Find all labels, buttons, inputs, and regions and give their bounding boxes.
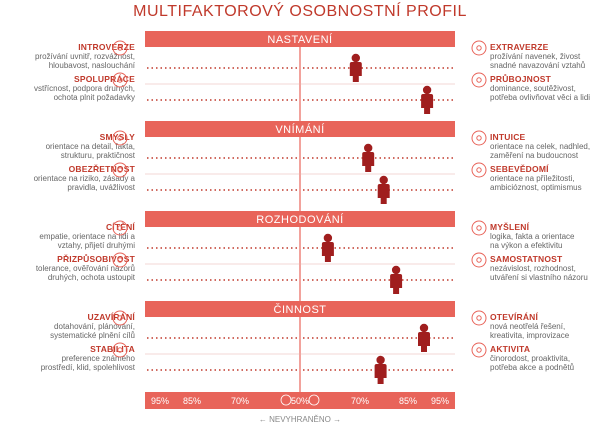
person-head: [392, 266, 400, 274]
trait-name: UZAVÍRÁNÍ: [87, 312, 135, 322]
heart-icon: [112, 220, 128, 236]
axis-caption-text: NEVYHRANĚNO: [269, 415, 331, 424]
trait-name: INTROVERZE: [78, 42, 135, 52]
head-icon: [471, 220, 487, 236]
trait-right: [490, 133, 600, 160]
person-body: [421, 94, 433, 114]
trait-name: PRŮBOJNOST: [490, 74, 552, 84]
category-label: VNÍMÁNÍ: [275, 124, 325, 136]
person-body: [350, 62, 362, 82]
person-marker: [418, 324, 430, 352]
trait-right: [490, 75, 600, 102]
trait-desc: druhých, ochota ustoupit: [47, 273, 135, 282]
trait-desc: utváření si vlastního názoru: [490, 273, 588, 282]
trait-desc: empatie, orientace na lidi a: [39, 232, 135, 241]
trait-name: SMYSLY: [99, 132, 135, 142]
trait-desc: systematické plnění cílů: [50, 331, 135, 340]
trait-desc: ambicióznost, optimismus: [490, 183, 582, 192]
trait-desc: na výkon a efektivitu: [490, 241, 563, 250]
trait-name: PŘIZPŮSOBIVOST: [57, 254, 135, 264]
trait-desc: prožívání uvnitř, rozvážnost,: [34, 52, 135, 61]
magnifier-icon: [112, 130, 128, 146]
checklist-icon: [112, 310, 128, 326]
trait-desc: činorodost, proaktivita,: [490, 354, 571, 363]
trait-desc: vstřícnost, podpora druhých,: [34, 84, 135, 93]
trait-desc: dominance, soutěživost,: [490, 84, 576, 93]
trait-desc: nezávislost, rozhodnost,: [490, 264, 576, 273]
people-icon: [471, 40, 487, 56]
trait-right: [490, 43, 600, 70]
trait-name: INTUICE: [490, 132, 526, 142]
target-icon: [471, 162, 487, 178]
person-head: [364, 144, 372, 152]
shield-icon: [112, 162, 128, 178]
trait-name: STABILITA: [90, 344, 135, 354]
trait-desc: hloubavost, naslouchání: [48, 61, 135, 70]
person-marker: [350, 54, 362, 82]
person-body: [378, 184, 390, 204]
trait-desc: prožívání navenek, živost: [490, 52, 581, 61]
trait-desc: tolerance, ověřování názorů: [35, 264, 135, 273]
trait-right: [490, 255, 600, 282]
trait-right: [490, 313, 600, 340]
trait-desc: pravidla, uvážlivost: [67, 183, 135, 192]
person-head: [420, 324, 428, 332]
person-icon: [112, 40, 128, 56]
trait-name: EXTRAVERZE: [490, 42, 549, 52]
person-body: [322, 242, 334, 262]
page-title: MULTIFAKTOROVÝ OSOBNOSTNÍ PROFIL: [133, 3, 467, 20]
category-label: NASTAVENÍ: [267, 34, 333, 46]
trait-name: OBEZŘETNOST: [68, 164, 135, 174]
trait-desc: vztahy, přijetí druhými: [57, 241, 135, 250]
person-marker: [421, 86, 433, 114]
trait-desc: logika, fakta a orientace: [490, 232, 575, 241]
person-marker: [375, 356, 387, 384]
trait-right: [490, 165, 600, 192]
trait-desc: nová neotřelá řešení,: [490, 322, 566, 331]
trait-name: SPOLUPRÁCE: [73, 74, 135, 84]
person-marker: [322, 234, 334, 262]
trait-desc: strukturu, praktičnost: [60, 151, 135, 160]
trait-desc: dotahování, plánování,: [54, 322, 135, 331]
trait-desc: orientace na příležitosti,: [490, 174, 575, 183]
person-head: [423, 86, 431, 94]
axis-caption: ← NEVYHRANĚNO →: [258, 415, 342, 424]
category-label: ROZHODOVÁNÍ: [256, 214, 344, 226]
anchor-icon: [112, 342, 128, 358]
scale-tick-label: 85%: [398, 396, 418, 406]
trait-desc: orientace na detail, fakta,: [45, 142, 135, 151]
person-head: [352, 54, 360, 62]
trait-name: MYŠLENÍ: [490, 222, 530, 232]
trait-desc: snadné navazování vztahů: [490, 61, 586, 70]
trait-desc: preference známého: [61, 354, 135, 363]
trait-name: CÍTĚNÍ: [105, 222, 135, 232]
person-body: [362, 152, 374, 172]
trait-name: OTEVÍRÁNÍ: [490, 312, 539, 322]
trait-desc: orientace na riziko, zásady a: [33, 174, 135, 183]
trait-name: AKTIVITA: [490, 344, 531, 354]
trait-desc: prostředí, klid, spolehlivost: [40, 363, 135, 372]
person-marker: [362, 144, 374, 172]
trait-right: [490, 223, 600, 250]
trait-name: SAMOSTATNOST: [490, 254, 563, 264]
person-marker: [378, 176, 390, 204]
arrows-icon: [112, 252, 128, 268]
flag-icon: [471, 72, 487, 88]
trait-desc: ochota plnit požadavky: [53, 93, 135, 102]
trait-desc: zaměření na budoucnost: [490, 151, 579, 160]
person-head: [324, 234, 332, 242]
trait-desc: kreativita, improvizace: [490, 331, 570, 340]
door-icon: [471, 310, 487, 326]
trait-desc: potřeba akce a podnětů: [490, 363, 575, 372]
handshake-icon: [112, 72, 128, 88]
compass-icon: [471, 252, 487, 268]
scale-tick-label: 85%: [182, 396, 202, 406]
scale-tick-label: 95%: [150, 396, 170, 406]
person-body: [375, 364, 387, 384]
trait-right: [490, 345, 600, 372]
person-body: [390, 274, 402, 294]
person-body: [418, 332, 430, 352]
trait-desc: orientace na celek, nadhled,: [490, 142, 591, 151]
lightning-icon: [471, 342, 487, 358]
scale-tick-label: 70%: [230, 396, 250, 406]
person-head: [380, 176, 388, 184]
category-label: ČINNOST: [273, 304, 327, 316]
scale-tick-label: 50%: [290, 396, 310, 406]
person-head: [376, 356, 384, 364]
scale-tick-label: 70%: [350, 396, 370, 406]
scale-tick-label: 95%: [430, 396, 450, 406]
trait-name: SEBEVĚDOMÍ: [490, 164, 549, 174]
trait-desc: potřeba ovlivňovat věci a lidi: [490, 93, 591, 102]
person-marker: [390, 266, 402, 294]
lightbulb-icon: [471, 130, 487, 146]
